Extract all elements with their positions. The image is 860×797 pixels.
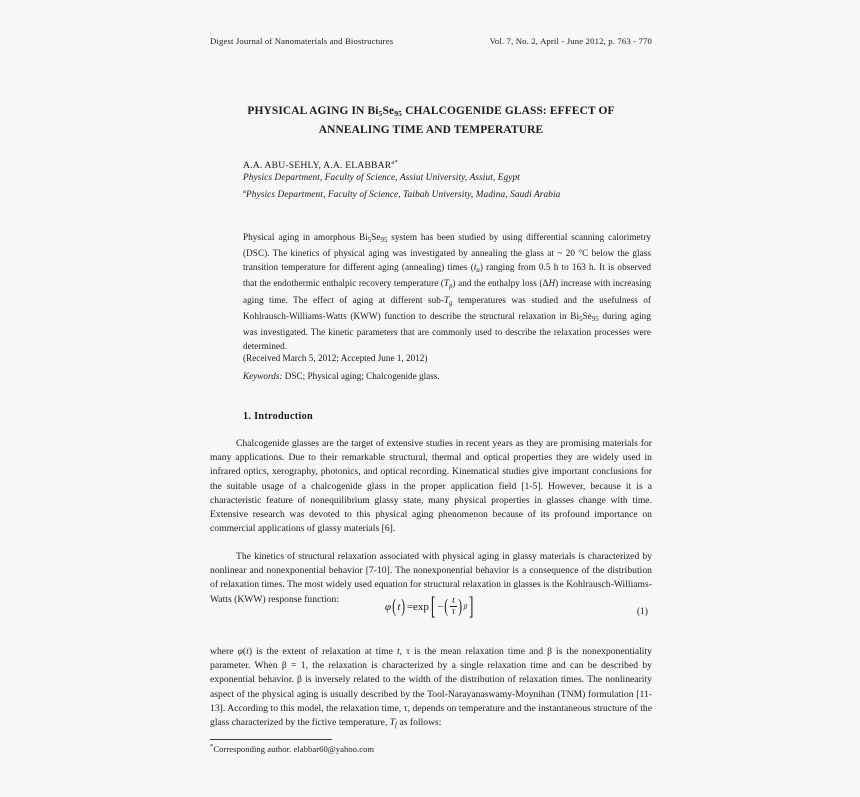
- title-line-2: ANNEALING TIME AND TEMPERATURE: [318, 124, 544, 136]
- abstract-var-H: H: [548, 278, 556, 289]
- abstract-seg-5: ) and the enthalpy loss (Δ: [452, 278, 549, 289]
- author-list: [243, 159, 643, 171]
- abstract-sub-bi5: 5: [367, 237, 372, 244]
- paragraph-text: [210, 645, 652, 732]
- abstract-sub-se95: 95: [380, 237, 388, 244]
- equation-exp: exp: [413, 600, 429, 613]
- equation-expression: [385, 593, 475, 620]
- affiliation-secondary: [243, 185, 573, 202]
- abstract-var-Tg: T: [444, 294, 450, 305]
- para3-seg-5: as follows:: [397, 717, 442, 729]
- abstract-text: [243, 231, 651, 353]
- para3-seg-1: where: [210, 646, 238, 657]
- journal-issue-info: Vol. 7, No. 2, April - June 2012, p. 763 - 770: [489, 36, 652, 46]
- keywords-values: DSC; Physical aging; Chalcogenide glass.: [282, 371, 440, 381]
- para3-seg-3: ) is the extent of relaxation at time: [248, 646, 397, 657]
- equation-inner-paren-open: (: [444, 595, 449, 617]
- abstract-seg-7: temperatures was studied and the usefulness of Kohlrausch-Williams-Watts (KWW) function to describe the structural relaxation in Bi: [243, 294, 651, 322]
- para3-var-T-sub-f: f: [395, 721, 398, 730]
- paragraph-text: The kinetics of structural relaxation associated with physical aging in glassy materials is characterized by nonlinear and nonexponential behavior [7-10]. The nonexponential behavior is a consequence of the distribution of relaxation times. The most widely used equation for structural relaxation in glasses is the Kohlrausch-Williams-Watts (KWW) response function:: [210, 551, 652, 605]
- journal-name: Digest Journal of Nanomaterials and Biostructures: [210, 36, 394, 46]
- para3-var-t-1: t: [246, 646, 249, 657]
- footnote-corresponding-author: [210, 743, 374, 754]
- abstract-seg-4: ) ranging from 0.5 h to 163 h. It is observed that the endothermic enthalpic recovery temperature (: [243, 261, 651, 289]
- abstract-var-t-sub-a: a: [476, 266, 480, 274]
- equation-paren-close: ): [401, 595, 406, 617]
- affiliation-primary: Physics Department, Faculty of Science, Assiut University, Assiut, Egypt: [243, 173, 520, 183]
- received-accepted-dates: (Received March 5, 2012; Accepted June 1, 2012): [243, 353, 428, 363]
- abstract-sub-bi5-b: 5: [579, 316, 583, 324]
- abstract-seg-6: ) increase with increasing aging time. The effect of aging at different sub-: [243, 278, 651, 305]
- abstract-sub-se95-b: 95: [591, 316, 599, 324]
- paragraph-text: Chalcogenide glasses are the target of extensive studies in recent years as they are promising materials for many applications. Due to their remarkable structural, thermal and optical properties they are widely used in infrared optics, xerography, photonics, and optical recording. Kinematical studies give important conclusions for the suitable usage of a chalcogenide glass in the proper application field [1-5]. However, because it is a characteristic feature of nonequilibrium glassy state, many physical properties in glasses change with time. Extensive research was devoted to this physical aging phenomenon because of its profound importance on commercial applications of glassy materials [6].: [210, 438, 652, 535]
- body-paragraph-3: [210, 645, 652, 732]
- title-line-1-pre: PHYSICAL AGING IN Bi: [247, 105, 379, 117]
- abstract-seg-1: Physical aging in amorphous Bi: [243, 232, 368, 242]
- para3-seg-4: , τ is the mean relaxation time and β is the nonexponentiality parameter. When β = 1, the relaxation is characterized by a single relaxation time and can be described by exponential behavior. β is inversely related to the width of the distribution of relaxation times. The nonlinearity aspect of the physical aging is usually described by the Tool-Narayanaswamy-Moynihan (TNM) formulation [11-13]. According to this model, the relaxation time, τ, depends on temperature and the instantaneous structure of the glass characterized by the fictive temperature,: [210, 646, 652, 729]
- abstract-var-T: T: [443, 278, 450, 289]
- equation-bracket-close: ]: [469, 593, 474, 620]
- abstract-var-T-sub-g: g: [449, 299, 453, 307]
- affiliation-secondary-text: Physics Department, Faculty of Science, Taibah University, Madina, Saudi Arabia: [246, 190, 561, 201]
- title-line-1-post: CHALCOGENIDE GLASS: EFFECT OF: [402, 105, 615, 117]
- equation-fraction: [450, 596, 457, 617]
- footnote-marker: *: [210, 743, 214, 750]
- body-paragraph-1: [210, 437, 652, 536]
- footnote-text: Corresponding author. elabbar60@yahoo.com: [213, 744, 375, 754]
- equation-minus: −: [437, 600, 444, 613]
- equation-beta-exponent: β: [463, 602, 468, 611]
- equation-phi: φ: [385, 600, 392, 613]
- equation-fraction-numerator: t: [452, 595, 455, 607]
- para3-phi: φ: [237, 646, 243, 657]
- affiliations: [243, 172, 573, 202]
- equation-paren-open: (: [392, 595, 397, 617]
- para3-seg-2: (: [242, 646, 247, 657]
- title-subscript-5: 5: [378, 109, 383, 118]
- para3-var-t-2: t: [396, 646, 400, 657]
- title-subscript-95: 95: [394, 109, 403, 118]
- author-names: A.A. ABU-SEHLY, A.A. ELABBAR: [243, 160, 392, 171]
- keywords-label: Keywords:: [243, 371, 283, 381]
- equation-row-1: [210, 593, 652, 630]
- abstract-seg-3: system has been studied by using differential scanning calorimetry (DSC). The kinetics of physical aging was investigated by annealing the glass at ~ 20 °C below the glass transition temperature for different aging (annealing) times (: [243, 232, 651, 272]
- equation-number: (1): [636, 606, 648, 617]
- section-heading-introduction: 1. Introduction: [243, 411, 313, 422]
- running-head: [210, 36, 652, 46]
- equation-fraction-denominator: τ: [451, 606, 456, 618]
- para3-var-Tf: T: [389, 717, 396, 729]
- abstract-seg-8: Se: [582, 311, 592, 322]
- equation-equals: =: [406, 600, 414, 613]
- affiliation-marker-a: a: [243, 188, 247, 196]
- footnote-separator: [210, 739, 332, 740]
- abstract-var-T-sub-p: p: [449, 283, 453, 291]
- title-line-1-mid: Se: [382, 105, 395, 117]
- abstract-var-t: t: [473, 261, 477, 272]
- equation-inner-paren-close: ): [458, 595, 463, 617]
- author-affiliation-marker: a*: [391, 159, 399, 166]
- abstract-seg-9: during aging was investigated. The kinetic parameters that are commonly used to describe the relaxation processes were determined.: [243, 311, 651, 351]
- abstract-seg-2: Se: [371, 232, 381, 242]
- paper-title: [210, 103, 652, 139]
- equation-bracket-open: [: [430, 593, 436, 620]
- equation-t-arg: t: [397, 600, 401, 613]
- keywords-line: [243, 371, 440, 381]
